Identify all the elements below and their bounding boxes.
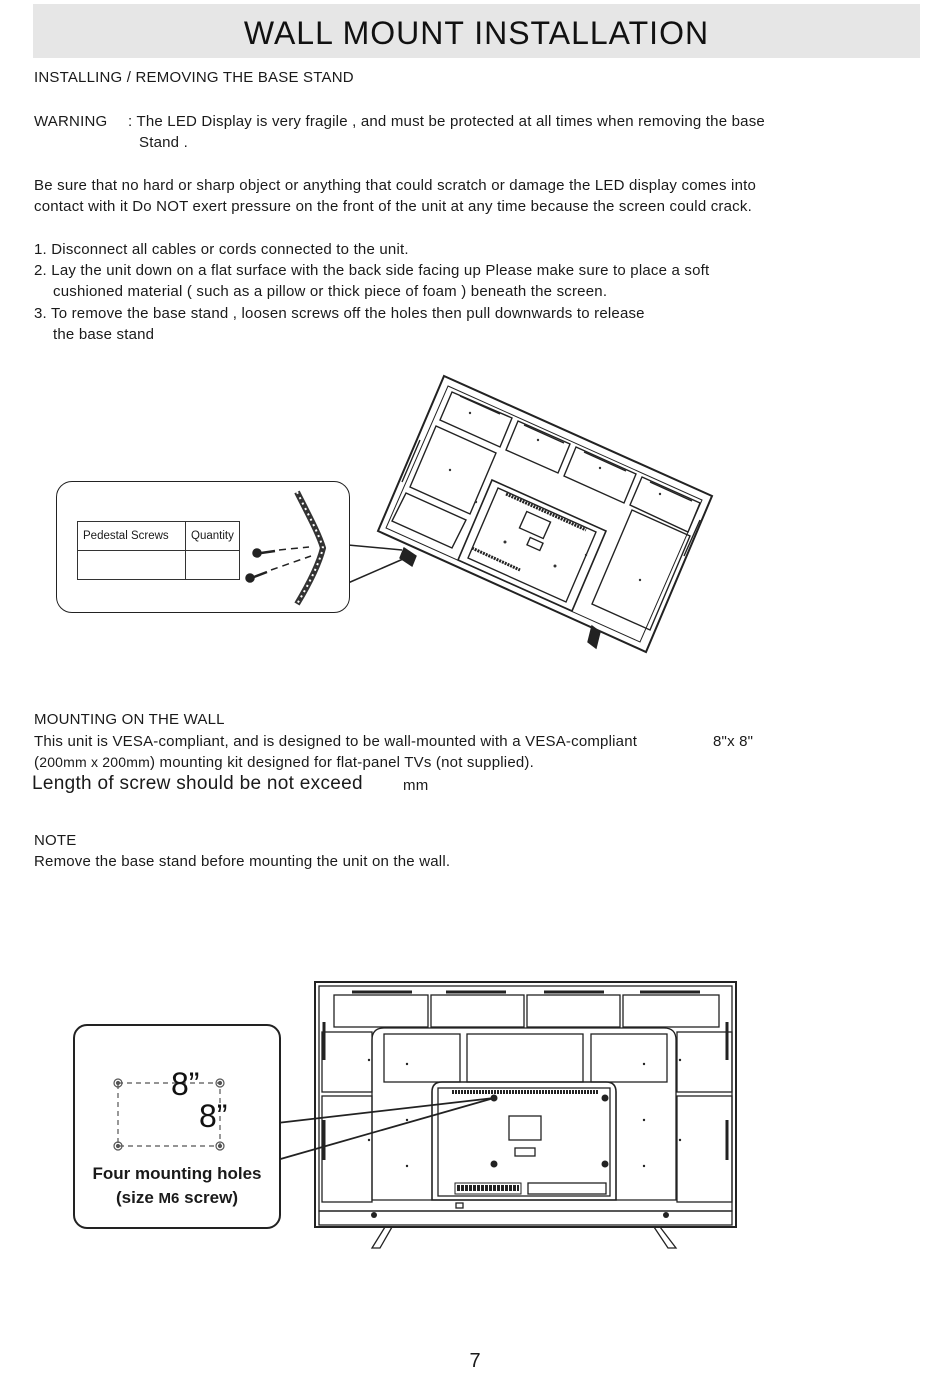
screw-and-stand-icon (57, 482, 349, 612)
screw-length-unit: mm (403, 777, 429, 794)
vesa-size-inches: 8"x 8" (713, 733, 754, 750)
size-prefix: (size (116, 1188, 159, 1207)
table-header-pedestal-screws: Pedestal Screws (78, 522, 186, 551)
mounting-holes-label-line2 (75, 1186, 279, 1211)
screw-length-text: Length of screw should be not exceed (32, 773, 363, 794)
section-heading-mounting: MOUNTING ON THE WALL (34, 711, 225, 728)
step-1: 1. Disconnect all cables or cords connected to the unit. (34, 241, 409, 258)
step-2-line2: cushioned material ( such as a pillow or thick piece of foam ) beneath the screen. (53, 283, 608, 300)
mounting-holes-callout (73, 1024, 281, 1229)
note-heading: NOTE (34, 832, 77, 849)
warning-text-line1: : The LED Display is very fragile , and must be protected at all times when removing the base (128, 113, 765, 130)
step-3-line2: the base stand (53, 326, 155, 343)
warning-text-line2: Stand . (139, 134, 188, 151)
screw-size: M6 (158, 1190, 180, 1207)
vesa-text-line2 (34, 752, 534, 773)
caution-paragraph-line1: Be sure that no hard or sharp object or anything that could scratch or damage the LED display comes into (34, 177, 757, 194)
table-header-quantity: Quantity (186, 522, 240, 551)
step-3-line1: 3. To remove the base stand , loosen screws off the holes then pull downwards to release (34, 305, 645, 322)
dimension-horizontal: 8” (171, 1066, 200, 1102)
vesa-text-line2-rest: ) mounting kit designed for flat-panel TVs (not supplied). (149, 754, 534, 771)
size-suffix: screw) (179, 1188, 238, 1207)
paren-open: ( (34, 754, 40, 771)
caution-paragraph-line2: contact with it Do NOT exert pressure on the front of the unit at any time because the screen could crack. (34, 198, 752, 215)
page-title: WALL MOUNT INSTALLATION (243, 15, 710, 51)
page-number: 7 (469, 1350, 481, 1372)
mounting-holes-label-line1: Four mounting holes (92, 1164, 262, 1183)
vesa-text-line1: This unit is VESA-compliant, and is designed to be wall-mounted with a VESA-compliant (34, 733, 638, 750)
dimension-vertical: 8” (199, 1098, 228, 1134)
step-2-line1: 2. Lay the unit down on a flat surface with the back side facing up Please make sure to place a soft (34, 262, 710, 279)
pedestal-screw-callout (56, 481, 350, 613)
note-text: Remove the base stand before mounting the unit on the wall. (34, 853, 451, 870)
section-heading-base-stand: INSTALLING / REMOVING THE BASE STAND (34, 69, 354, 86)
warning-label: WARNING (34, 113, 108, 130)
vesa-size-mm: 200mm x 200mm (39, 754, 150, 770)
